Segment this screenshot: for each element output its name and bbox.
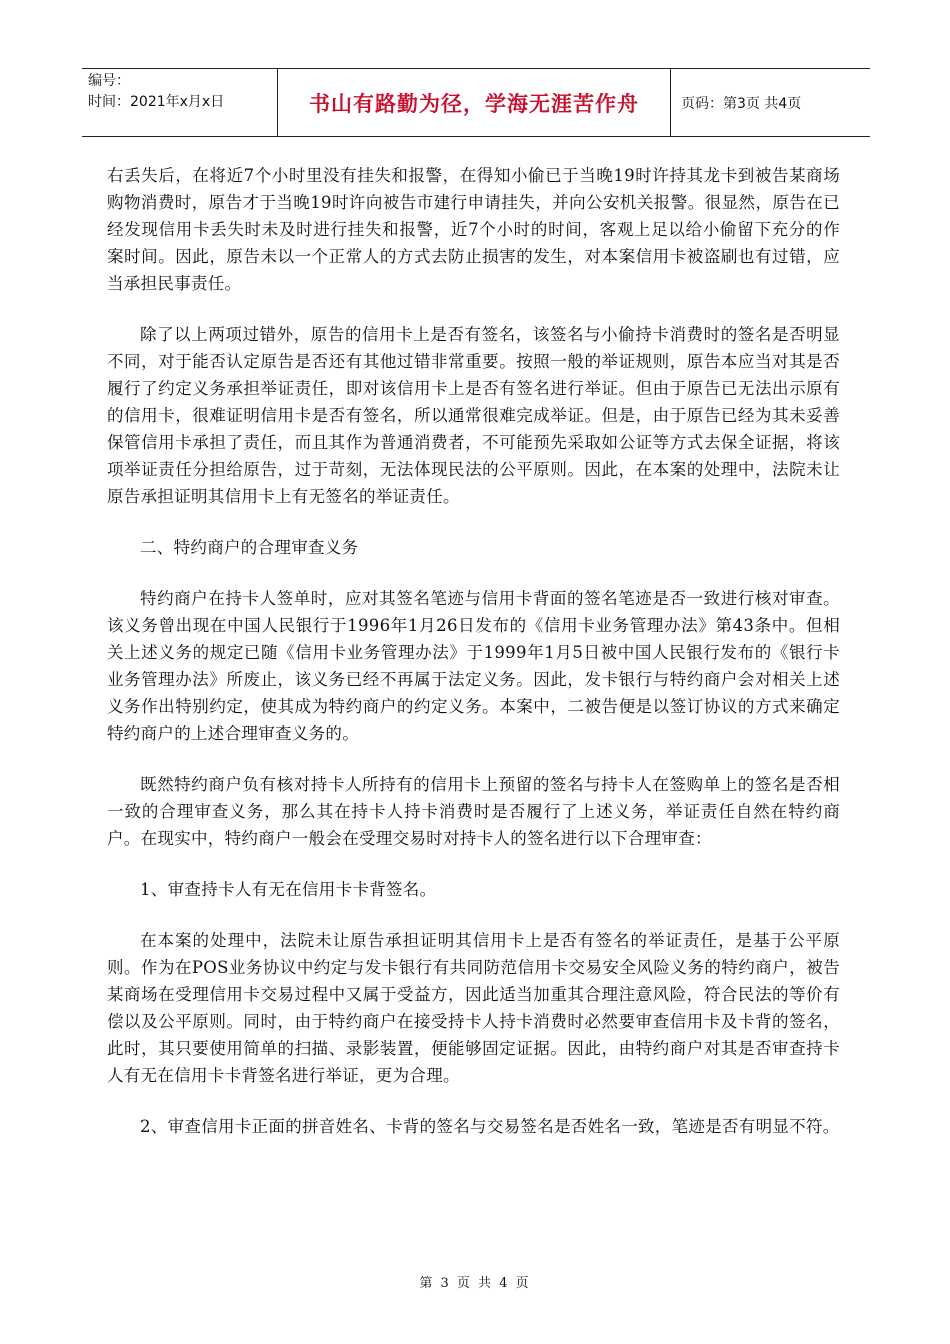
list-item-heading: 2、审查信用卡正面的拼音姓名、卡背的签名与交易签名是否姓名一致，笔迹是否有明显不符。: [140, 1117, 840, 1136]
paragraph: 在本案的处理中，法院未让原告承担证明其信用卡上是否有签名的举证责任，是基于公平原则。作为在POS业务协议中约定与发卡银行有共同防范信用卡交易安全风险义务的特约商户，被告某商场在受理信用卡交易过程中又属于受益方，因此适当加重其合理注意风险，符合民法的等价有偿以及公平原则。同时，由于特约商户在接受持卡人持卡消费时必然要审查信用卡及卡背的签名，此时，其只要使用简单的扫描、录影装置，便能够固定证据。因此，由特约商户对其是否审查持卡人有无在信用卡卡背签名进行举证，更为合理。: [107, 931, 840, 1085]
paragraph: 右丢失后，在将近7个小时里没有挂失和报警，在得知小偷已于当晚19时许持其龙卡到被告某商场购物消费时，原告才于当晚19时许向被告市建行申请挂失，并向公安机关报警。很显然，原告在已经发现信用卡丢失时未及时进行挂失和报警，近7个小时的时间，客观上足以给小偷留下充分的作案时间。因此，原告未以一个正常人的方式去防止损害的发生，对本案信用卡被盗刷也有过错，应当承担民事责任。: [107, 166, 840, 293]
header-motto: 书山有路勤为径，学海无涯苦作舟: [278, 69, 671, 136]
header-meta: [82, 69, 278, 136]
document-body: [107, 162, 840, 1164]
number-label: 编号：: [88, 73, 130, 89]
list-item-heading: 1、审查持卡人有无在信用卡卡背签名。: [140, 880, 437, 899]
paragraph: 既然特约商户负有核对持卡人所持有的信用卡上预留的签名与持卡人在签购单上的签名是否相一致的合理审查义务，那么其在持卡人持卡消费时是否履行了上述义务，举证责任自然在特约商户。在现实中，特约商户一般会在受理交易时对持卡人的签名进行以下合理审查：: [107, 775, 840, 848]
page-footer: 第 3 页 共 4 页: [419, 1276, 531, 1291]
page-header: [82, 68, 870, 137]
date-label: 时间：2021年x月x日: [88, 94, 225, 110]
header-page-info: 页码：第3页 共4页: [681, 95, 802, 112]
paragraph: 特约商户在持卡人签单时，应对其签名笔迹与信用卡背面的签名笔迹是否一致进行核对审查。该义务曾出现在中国人民银行于1996年1月26日发布的《信用卡业务管理办法》第43条中。但相关上述义务的规定已随《信用卡业务管理办法》于1999年1月5日被中国人民银行发布的《银行卡业务管理办法》所废止，该义务已经不再属于法定义务。因此，发卡银行与特约商户会对相关上述义务作出特别约定，使其成为特约商户的约定义务。本案中，二被告便是以签订协议的方式来确定特约商户的上述合理审查义务的。: [107, 589, 840, 743]
paragraph: 除了以上两项过错外，原告的信用卡上是否有签名，该签名与小偷持卡消费时的签名是否明显不同，对于能否认定原告是否还有其他过错非常重要。按照一般的举证规则，原告本应当对其是否履行了约定义务承担举证责任，即对该信用卡上是否有签名进行举证。但由于原告已无法出示原有的信用卡，很难证明信用卡是否有签名，所以通常很难完成举证。但是，由于原告已经为其未妥善保管信用卡承担了责任，而且其作为普通消费者，不可能预先采取如公证等方式去保全证据，将该项举证责任分担给原告，过于苛刻，无法体现民法的公平原则。因此，在本案的处理中，法院未让原告承担证明其信用卡上有无签名的举证责任。: [107, 325, 840, 506]
section-heading: 二、特约商户的合理审查义务: [140, 538, 359, 557]
